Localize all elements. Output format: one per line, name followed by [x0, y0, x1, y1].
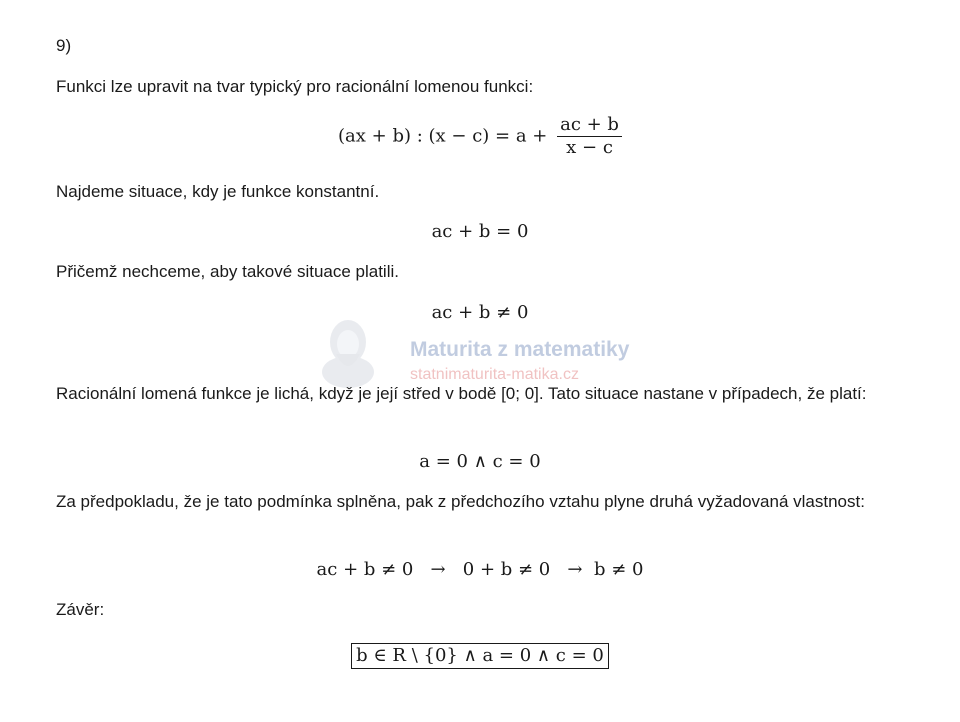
- equation-derivation-chain: ac + b ≠ 0 → 0 + b ≠ 0 → b ≠ 0: [316, 559, 644, 580]
- paragraph-assumption: Za předpokladu, že je tato podmínka splněna, pak z předchozího vztahu plyne druhá vyžadovaná vlastnost:: [56, 492, 865, 511]
- watermark-url: statnimaturita-matika.cz: [410, 366, 579, 383]
- equation-conclusion: [0, 643, 960, 669]
- paragraph-exclusion: Přičemž nechceme, aby takové situace platili.: [56, 262, 399, 281]
- watermark-title: Maturita z matematiky: [410, 338, 630, 361]
- paragraph-constant: Najdeme situace, kdy je funkce konstantní.: [56, 182, 380, 201]
- watermark: [312, 316, 672, 388]
- equation-constant-case: ac + b = 0: [431, 221, 529, 242]
- equation-rational-form: [0, 114, 960, 159]
- paragraph-conclusion-label: Závěr:: [56, 600, 105, 619]
- portrait-logo-icon: [312, 316, 384, 388]
- fraction-numerator: ac + b: [557, 114, 622, 137]
- paragraph-rational-form: Funkci lze upravit na tvar typický pro racionální lomenou funkci:: [56, 77, 534, 96]
- equation-rational-form-lhs: (ax + b) : (x − c) = a +: [338, 125, 554, 147]
- problem-number: 9): [56, 36, 72, 55]
- equation-non-constant: ac + b ≠ 0: [431, 302, 529, 323]
- equation-fraction: [557, 114, 622, 159]
- equation-center-origin: a = 0 ∧ c = 0: [419, 451, 541, 472]
- paragraph-odd-function: Racionální lomená funkce je lichá, když je její střed v bodě [0; 0]. Tato situace nastane v případech, že platí:: [56, 384, 867, 403]
- fraction-denominator: x − c: [566, 137, 613, 158]
- boxed-result: b ∈ R \ {0} ∧ a = 0 ∧ c = 0: [351, 643, 609, 669]
